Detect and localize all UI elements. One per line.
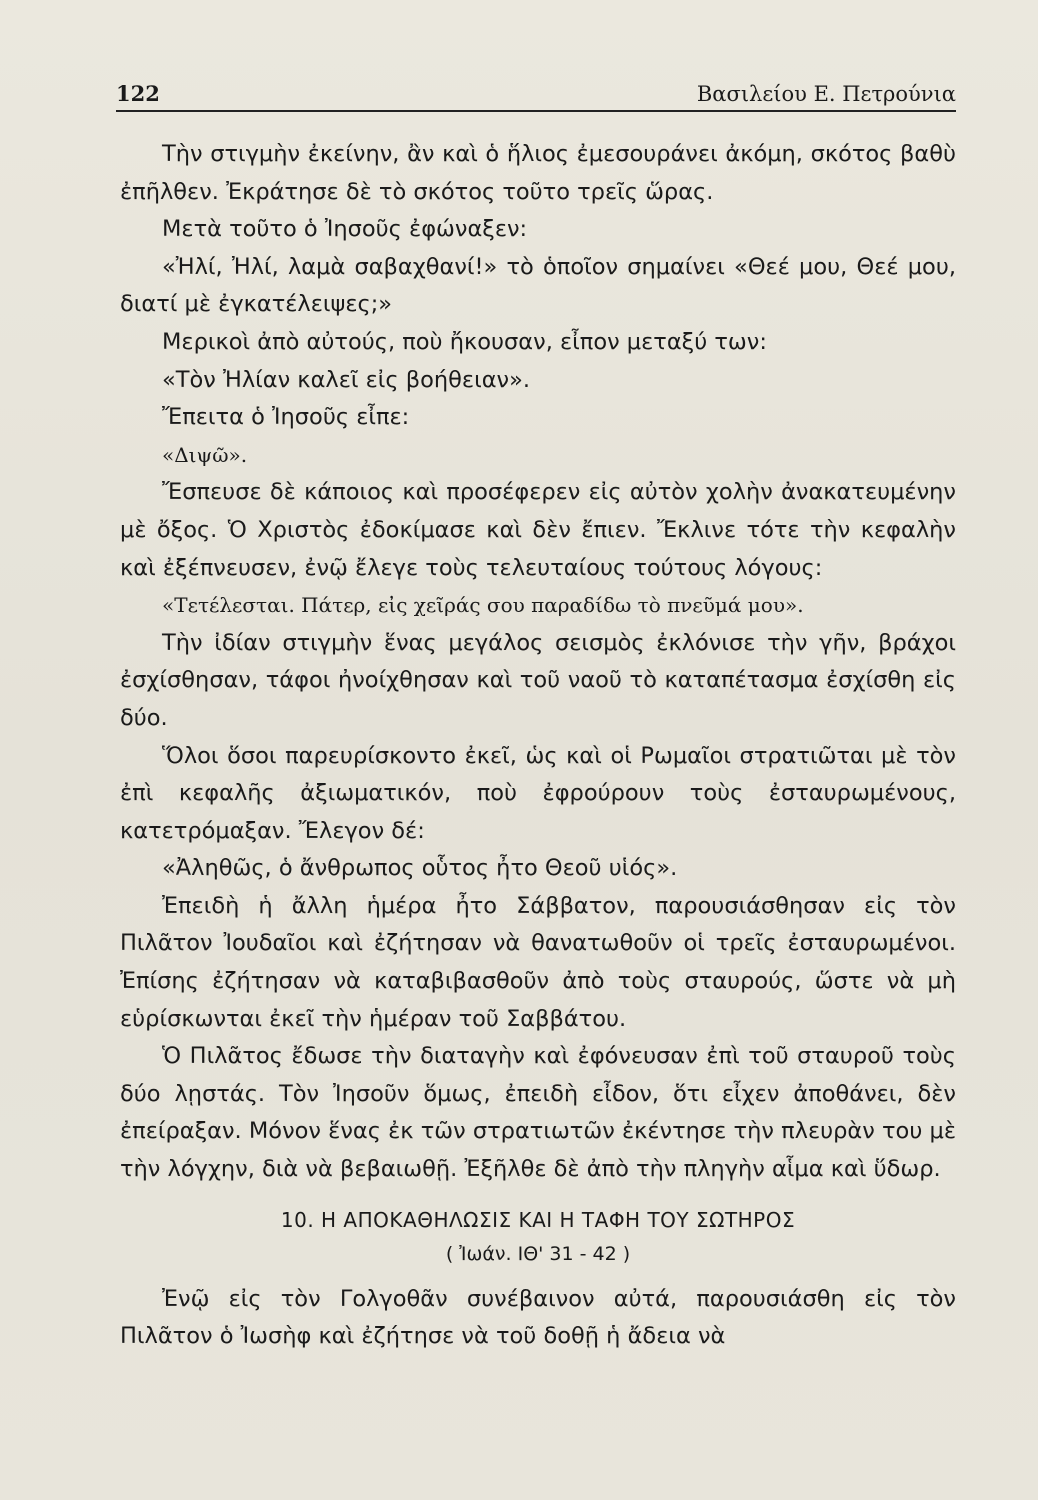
paragraph: Ὁ Πιλᾶτος ἔδωσε τὴν διαταγὴν καὶ ἐφόνευσαν ἐπὶ τοῦ σταυροῦ τοὺς δύο λῃστάς. Τὸν Ἰησοῦν ὅμως, ἐπειδὴ εἶδον, ὅτι εἶχεν ἀποθάνει, δὲν ἐπείραξαν. Μόνον ἕνας ἐκ τῶν στρατιωτῶν ἐκέντησε τὴν πλευρὰν του μὲ τὴν λόγχην, διὰ νὰ βεβαιωθῇ. Ἐξῆλθε δὲ ἀπὸ τὴν πληγὴν αἷμα καὶ ὕδωρ. [120,1043,956,1183]
paragraph: «Διψῶ». [162,442,248,467]
paragraph: «Τετέλεσται. Πάτερ, εἰς χεῖράς σου παραδίδω τὸ πνεῦμά μου». [162,593,804,618]
scripture-reference: ( Ἰωάν. ΙΘ' 31 - 42 ) [445,1242,631,1265]
body-text [120,136,956,1356]
page-number: 122 [116,81,160,106]
running-head: Βασιλείου Ε. Πετρούνια [696,82,956,106]
paragraph: Μερικοὶ ἀπὸ αὐτούς, ποὺ ἤκουσαν, εἶπον μεταξύ των: [162,328,767,355]
paragraph: Μετὰ τοῦτο ὁ Ἰησοῦς ἐφώναξεν: [162,216,528,243]
section-heading: 10. Η ΑΠΟΚΑΘΗΛΩΣΙΣ ΚΑΙ Η ΤΑΦΗ ΤΟΥ ΣΩΤΗΡΟΣ [280,1207,796,1232]
paragraph: «Ἀληθῶς, ὁ ἄνθρωπος οὗτος ἦτο Θεοῦ υἱός». [162,855,678,882]
page-header [116,74,956,112]
paragraph: Ἐνῷ εἰς τὸν Γολγοθᾶν συνέβαινον αὐτά, παρουσιάσθη εἰς τὸν Πιλᾶτον ὁ Ἰωσὴφ καὶ ἐζήτησε νὰ τοῦ δοθῇ ἡ ἄδεια νὰ [120,1285,956,1350]
paragraph: «Ἠλί, Ἠλί, λαμὰ σαβαχθανί!» τὸ ὁποῖον σημαίνει «Θεέ μου, Θεέ μου, διατί μὲ ἐγκατέλειψες;» [120,253,956,318]
paragraph: Τὴν ἰδίαν στιγμὴν ἕνας μεγάλος σεισμὸς ἐκλόνισε τὴν γῆν, βράχοι ἐσχίσθησαν, τάφοι ἠνοίχθησαν καὶ τοῦ ναοῦ τὸ καταπέτασμα ἐσχίσθη εἰς δύο. [120,629,956,731]
paragraph: Ἔπειτα ὁ Ἰησοῦς εἶπε: [162,404,410,431]
paragraph: «Τὸν Ἠλίαν καλεῖ εἰς βοήθειαν». [162,366,531,393]
paragraph: Ἔσπευσε δὲ κάποιος καὶ προσέφερεν εἰς αὐτὸν χολὴν ἀνακατευμένην μὲ ὄξος. Ὁ Χριστὸς ἐδοκίμασε καὶ δὲν ἔπιεν. Ἔκλινε τότε τὴν κεφαλὴν καὶ ἐξέπνευσεν, ἐνῷ ἔλεγε τοὺς τελευταίους τούτους λόγους: [120,479,956,581]
paragraph: Τὴν στιγμὴν ἐκείνην, ἂν καὶ ὁ ἥλιος ἐμεσουράνει ἀκόμη, σκότος βαθὺ ἐπῆλθεν. Ἐκράτησε δὲ τὸ σκότος τοῦτο τρεῖς ὥρας. [120,141,956,205]
paragraph: Ἐπειδὴ ἡ ἄλλη ἡμέρα ἦτο Σάββατον, παρουσιάσθησαν εἰς τὸν Πιλᾶτον Ἰουδαῖοι καὶ ἐζήτησαν νὰ θανατωθοῦν οἱ τρεῖς ἐσταυρωμένοι. Ἐπίσης ἐζήτησαν νὰ καταβιβασθοῦν ἀπὸ τοὺς σταυρούς, ὥστε νὰ μὴ εὑρίσκωνται ἐκεῖ τὴν ἡμέραν τοῦ Σαββάτου. [120,892,956,1032]
paragraph: Ὅλοι ὅσοι παρευρίσκοντο ἐκεῖ, ὡς καὶ οἱ Ρωμαῖοι στρατιῶται μὲ τὸν ἐπὶ κεφαλῆς ἀξιωματικόν, ποὺ ἐφρούρουν τοὺς ἐσταυρωμένους, κατετρόμαξαν. Ἔλεγον δέ: [120,742,956,844]
